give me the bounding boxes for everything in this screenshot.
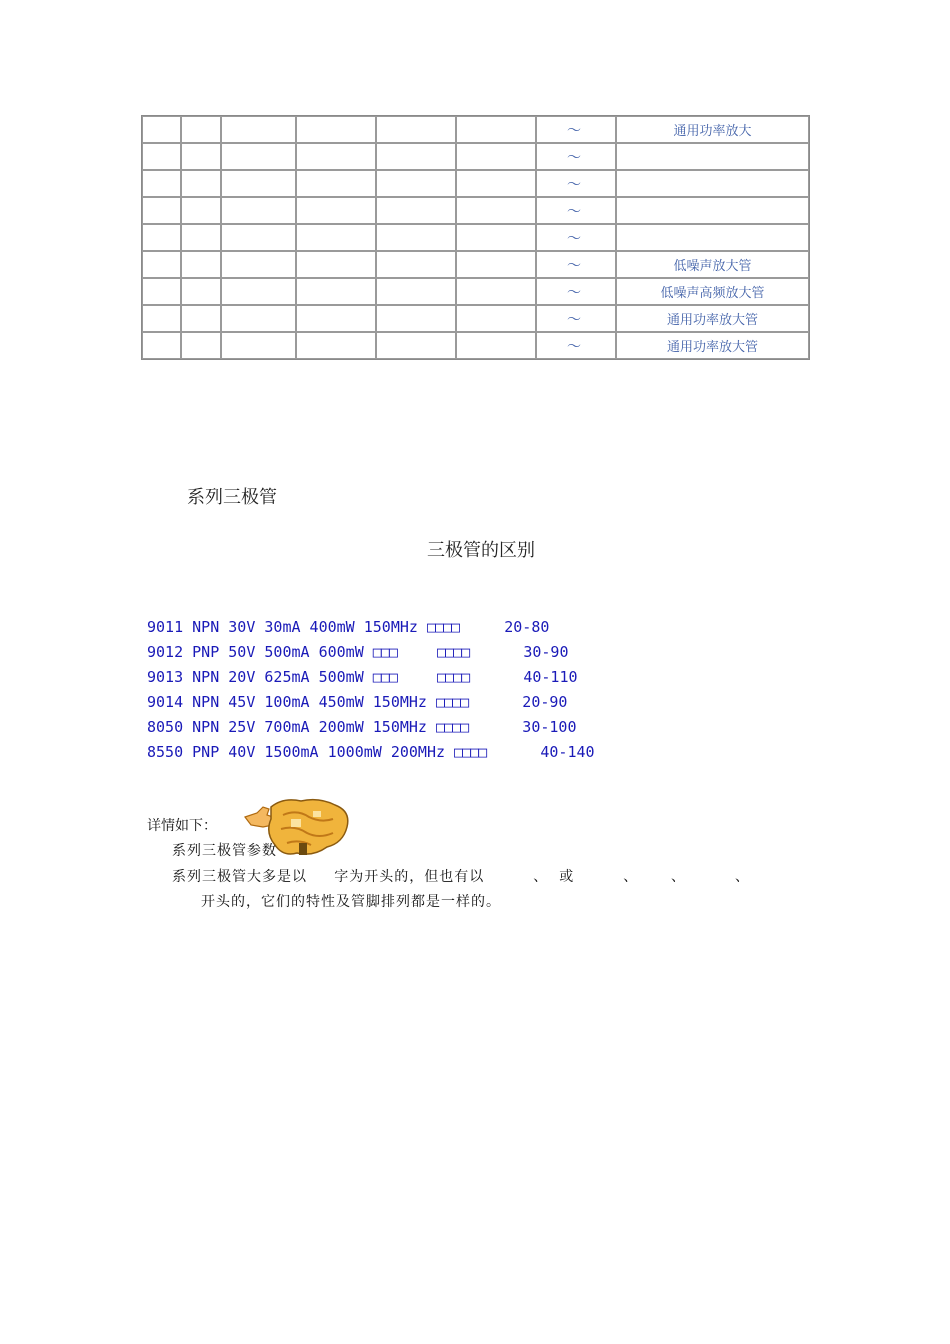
table-cell [221, 116, 296, 143]
usage-note: 低噪声高频放大管 [616, 278, 809, 305]
table-cell [456, 278, 536, 305]
table-cell [456, 197, 536, 224]
usage-note: 低噪声放大管 [616, 251, 809, 278]
series-heading: 系列三极管 [187, 487, 277, 508]
spec-garbled-text: □□□□ [454, 743, 487, 761]
range-tilde: ～ [536, 251, 616, 278]
table-cell [296, 251, 376, 278]
table-cell [456, 116, 536, 143]
table-cell [181, 251, 221, 278]
transistor-spec-list [147, 615, 595, 765]
spec-hfe-range: 40-110 [469, 668, 578, 686]
table-row [142, 251, 809, 278]
spec-line [147, 715, 595, 740]
spec-garbled-text: □□□ □□□□ [372, 643, 470, 661]
spec-hfe-range: 20-80 [459, 618, 550, 636]
table-row [142, 197, 809, 224]
table-cell [296, 332, 376, 359]
table-cell [221, 278, 296, 305]
table-cell [142, 305, 181, 332]
table-cell [376, 305, 456, 332]
usage-note [616, 170, 809, 197]
table-cell [376, 116, 456, 143]
spec-text: 8550 PNP 40V 1500mA 1000mW 200MHz [147, 743, 455, 761]
table-cell [221, 332, 296, 359]
range-tilde: ～ [536, 170, 616, 197]
spec-garbled-text: □□□□ [435, 718, 469, 736]
usage-note: 通用功率放大管 [616, 305, 809, 332]
table-row [142, 278, 809, 305]
table-cell [181, 116, 221, 143]
transistor-spec-table [141, 115, 810, 360]
table-cell [456, 143, 536, 170]
table-cell [142, 116, 181, 143]
table-cell [296, 224, 376, 251]
table-cell [376, 332, 456, 359]
usage-note: 通用功率放大管 [616, 332, 809, 359]
spec-line [147, 615, 595, 640]
table-cell [142, 170, 181, 197]
table-cell [296, 170, 376, 197]
table-cell [221, 224, 296, 251]
table-cell [296, 305, 376, 332]
spec-text: 9011 NPN 30V 30mA 400mW 150MHz [147, 618, 427, 636]
table-cell [181, 170, 221, 197]
table-cell [142, 251, 181, 278]
table-row [142, 170, 809, 197]
intro-line-2: 开头的，它们的特性及管脚排列都是一样的。 [201, 894, 501, 910]
params-title: 系列三极管参数 [172, 843, 277, 859]
table-cell [142, 332, 181, 359]
spec-line [147, 640, 595, 665]
range-tilde: ～ [536, 143, 616, 170]
table-cell [456, 170, 536, 197]
spec-line [147, 740, 595, 765]
spec-hfe-range: 30-100 [468, 718, 577, 736]
table-cell [181, 224, 221, 251]
table-cell [376, 197, 456, 224]
spec-garbled-text: □□□□ [435, 693, 469, 711]
table-cell [181, 305, 221, 332]
table-row [142, 116, 809, 143]
table-row [142, 224, 809, 251]
spec-text: 8050 NPN 25V 700mA 200mW 150MHz [147, 718, 436, 736]
usage-note: 通用功率放大 [616, 116, 809, 143]
table-cell [376, 170, 456, 197]
table-cell [142, 143, 181, 170]
range-tilde: ～ [536, 197, 616, 224]
table-cell [376, 143, 456, 170]
range-tilde: ～ [536, 224, 616, 251]
spec-line [147, 665, 595, 690]
range-tilde: ～ [536, 116, 616, 143]
table-cell [221, 197, 296, 224]
table-cell [296, 197, 376, 224]
table-cell [376, 251, 456, 278]
difference-heading: 三极管的区别 [427, 540, 535, 561]
intro-line-1: 系列三极管大多是以 字为开头的，但也有以 、 或 、 、 、 [172, 869, 751, 885]
table-cell [296, 278, 376, 305]
usage-note [616, 197, 809, 224]
table-row [142, 143, 809, 170]
table-cell [456, 251, 536, 278]
range-tilde: ～ [536, 305, 616, 332]
details-label: 详情如下： [147, 818, 217, 834]
spec-hfe-range: 40-140 [486, 743, 595, 761]
table-cell [142, 197, 181, 224]
table-cell [376, 278, 456, 305]
table-cell [221, 305, 296, 332]
table-cell [221, 251, 296, 278]
table-cell [456, 224, 536, 251]
table-cell [221, 170, 296, 197]
spec-hfe-range: 20-90 [468, 693, 568, 711]
spec-hfe-range: 30-90 [469, 643, 569, 661]
table-row [142, 305, 809, 332]
range-tilde: ～ [536, 278, 616, 305]
table-cell [376, 224, 456, 251]
table-cell [181, 143, 221, 170]
range-tilde: ～ [536, 332, 616, 359]
table-cell [221, 143, 296, 170]
spec-text: 9012 PNP 50V 500mA 600mW [147, 643, 373, 661]
table-cell [296, 143, 376, 170]
usage-note [616, 224, 809, 251]
spec-line [147, 690, 595, 715]
table-cell [181, 332, 221, 359]
usage-note [616, 143, 809, 170]
table-cell [181, 197, 221, 224]
spec-garbled-text: □□□ □□□□ [372, 668, 470, 686]
table-cell [181, 278, 221, 305]
table-cell [142, 224, 181, 251]
spec-garbled-text: □□□□ [426, 618, 460, 636]
table-cell [456, 305, 536, 332]
table-cell [142, 278, 181, 305]
table-cell [296, 116, 376, 143]
table-cell [456, 332, 536, 359]
table-row [142, 332, 809, 359]
spec-text: 9013 NPN 20V 625mA 500mW [147, 668, 373, 686]
spec-text: 9014 NPN 45V 100mA 450mW 150MHz [147, 693, 436, 711]
